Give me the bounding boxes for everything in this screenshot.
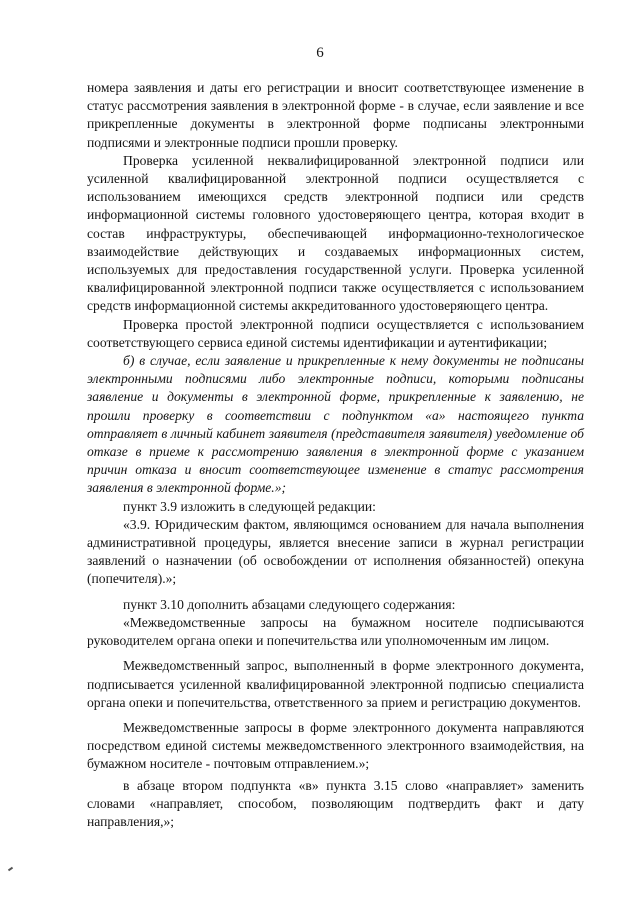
paragraph-point-3-9-intro: пункт 3.9 изложить в следующей редакции:	[123, 498, 376, 514]
paragraph-requests-delivery: Межведомственные запросы в форме электронного документа направляются посредством единой системы межведомственного электронного взаимодействия, на бумажном носителе - почтовым отправлением.»;	[87, 719, 584, 772]
paragraph-point-3-9-text: «3.9. Юридическим фактом, являющимся основанием для начала выполнения административной процедуры, является внесение записи в журнал регистрации заявлений о назначении (об освобождении от исполнения обязанностей) опекуна (попечителя).»;	[87, 516, 584, 587]
paragraph-signature-verification: Проверка усиленной неквалифицированной электронной подписи или усиленной квалифицированной электронной подписи осуществляется с использованием имеющихся средств электронной подписи или средств информационной системы головного удостоверяющего центра, которая входит в состав инфраструктуры, обеспечивающей информационно-технологическое взаимодействие действующих и создаваемых информационных систем, используемых для предоставления государственной услуги. Проверка усиленной квалифицированной электронной подписи также осуществляется с использованием средств информационной системы аккредитованного удостоверяющего центра.	[87, 152, 584, 314]
document-body	[87, 79, 584, 831]
paragraph-point-3-10-intro: пункт 3.10 дополнить абзацами следующего содержания:	[123, 596, 456, 612]
page-number: 6	[316, 45, 324, 61]
paragraph-point-3-15: в абзаце втором подпункта «в» пункта 3.15 слово «направляет» заменить словами «направляет, способом, позволяющим подтвердить факт и дату направления,»;	[87, 777, 584, 829]
paragraph-simple-signature: Проверка простой электронной подписи осуществляется с использованием соответствующего сервиса единой системы идентификации и аутентификации;	[87, 316, 584, 350]
paragraph-paper-requests: «Межведомственные запросы на бумажном носителе подписываются руководителем органа опеки и попечительства или уполномоченным им лицом.	[87, 614, 584, 649]
paragraph-electronic-request: Межведомственный запрос, выполненный в форме электронного документа, подписывается усиленной квалифицированной электронной подписью специалиста органа опеки и попечительства, ответственного за прием и регистрацию документов.	[87, 658, 584, 710]
scan-mark	[8, 867, 13, 872]
paragraph-subpoint-b: б) в случае, если заявление и прикрепленные к нему документы не подписаны электронными подписями либо электронные подписи, которыми подписаны заявление и документы в электронной форме, прикрепленные к заявлению, не прошли проверку в соответствии с подпунктом «а» настоящего пункта отправляет в личный кабинет заявителя (представителя заявителя) уведомление об отказе в приеме к рассмотрению заявления в электронной форме с указанием причин отказа и вносит соответствующее изменение в статус рассмотрения заявления в электронной форме.»;	[87, 353, 584, 496]
paragraph-continuation: номера заявления и даты его регистрации и вносит соответствующее изменение в статус рассмотрения заявления в электронной форме - в случае, если заявление и все прикрепленные документы в электронной форме подписаны электронными подписями и электронные подписи прошли проверку.	[87, 80, 584, 150]
